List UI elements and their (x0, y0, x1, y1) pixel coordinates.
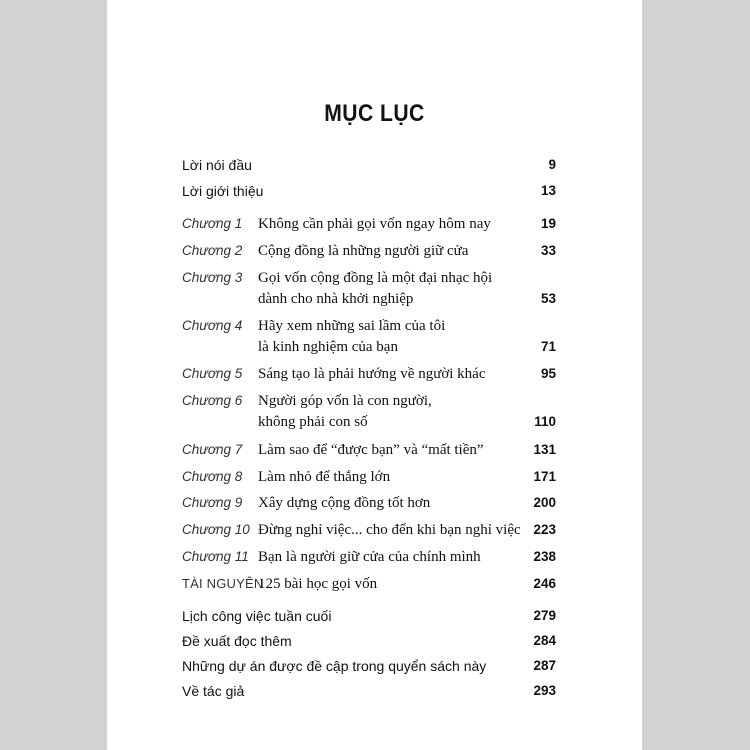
chapter-title: Bạn là người giữ cửa của chính mình (258, 549, 481, 565)
toc-entry-title: Lời nói đầu (182, 157, 252, 173)
chapter-title-line-2: là kinh nghiệm của bạn (258, 339, 398, 355)
toc-page-number: 53 (540, 291, 556, 306)
chapter-title: Làm sao để “được bạn” và “mất tiền” (258, 442, 484, 458)
toc-entry-title: Những dự án được đề cập trong quyển sách này (182, 658, 487, 674)
chapter-title: 125 bài học gọi vốn (258, 576, 378, 592)
page-title: MỤC LỤC (324, 100, 425, 127)
chapter-title: Sáng tạo là phải hướng về người khác (258, 366, 486, 382)
toc-page-number: 293 (533, 683, 556, 698)
chapter-label: TÀI NGUYÊN (182, 576, 264, 591)
toc-page-number: 71 (540, 339, 556, 354)
toc-entry-title: Lịch công việc tuần cuối (182, 608, 332, 624)
toc-page-number: 279 (533, 608, 556, 623)
chapter-label: Chương 8 (182, 469, 243, 484)
chapter-label: Chương 4 (182, 318, 243, 333)
toc-page-number: 171 (533, 469, 556, 484)
chapter-label: Chương 6 (182, 393, 243, 408)
toc-page-number: 200 (533, 495, 556, 510)
chapter-title: Cộng đồng là những người giữ cửa (258, 243, 469, 259)
toc-page-number: 238 (533, 549, 556, 564)
chapter-label: Chương 5 (182, 366, 243, 381)
chapter-title: Đừng nghỉ việc... cho đến khi bạn nghỉ việc (258, 522, 521, 538)
chapter-title-line-2: không phải con số (258, 414, 368, 430)
toc-page-number: 110 (534, 414, 556, 429)
chapter-label: Chương 2 (182, 243, 243, 258)
toc-page-number: 131 (533, 442, 556, 457)
toc-entry-title: Lời giới thiệu (182, 183, 264, 199)
toc-page-number: 19 (540, 216, 556, 231)
chapter-title: Hãy xem những sai lầm của tôi (258, 318, 446, 334)
toc-page-number: 95 (540, 366, 556, 381)
chapter-label: Chương 7 (182, 442, 243, 457)
toc-page-number: 246 (533, 576, 556, 591)
toc-page-number: 284 (533, 633, 556, 648)
toc-page-number: 287 (533, 658, 556, 673)
chapter-title: Gọi vốn cộng đồng là một đại nhạc hội (258, 270, 493, 286)
toc-entry-title: Về tác giả (182, 683, 245, 699)
chapter-title: Làm nhỏ để thắng lớn (258, 469, 391, 485)
chapter-title: Người góp vốn là con người, (258, 393, 432, 409)
chapter-label: Chương 10 (182, 522, 250, 537)
chapter-title-line-2: dành cho nhà khởi nghiệp (258, 291, 414, 307)
toc-page-number: 223 (533, 522, 556, 537)
chapter-label: Chương 9 (182, 495, 243, 510)
toc-page-number: 33 (540, 243, 556, 258)
chapter-title: Xây dựng cộng đồng tốt hơn (258, 495, 431, 511)
toc-page-number: 13 (540, 183, 556, 198)
toc-page-number: 9 (548, 157, 556, 172)
chapter-label: Chương 3 (182, 270, 243, 285)
chapter-title: Không cần phải gọi vốn ngay hôm nay (258, 216, 491, 232)
chapter-label: Chương 11 (182, 549, 249, 564)
book-page (107, 0, 642, 750)
chapter-label: Chương 1 (182, 216, 243, 231)
toc-entry-title: Đề xuất đọc thêm (182, 633, 292, 649)
